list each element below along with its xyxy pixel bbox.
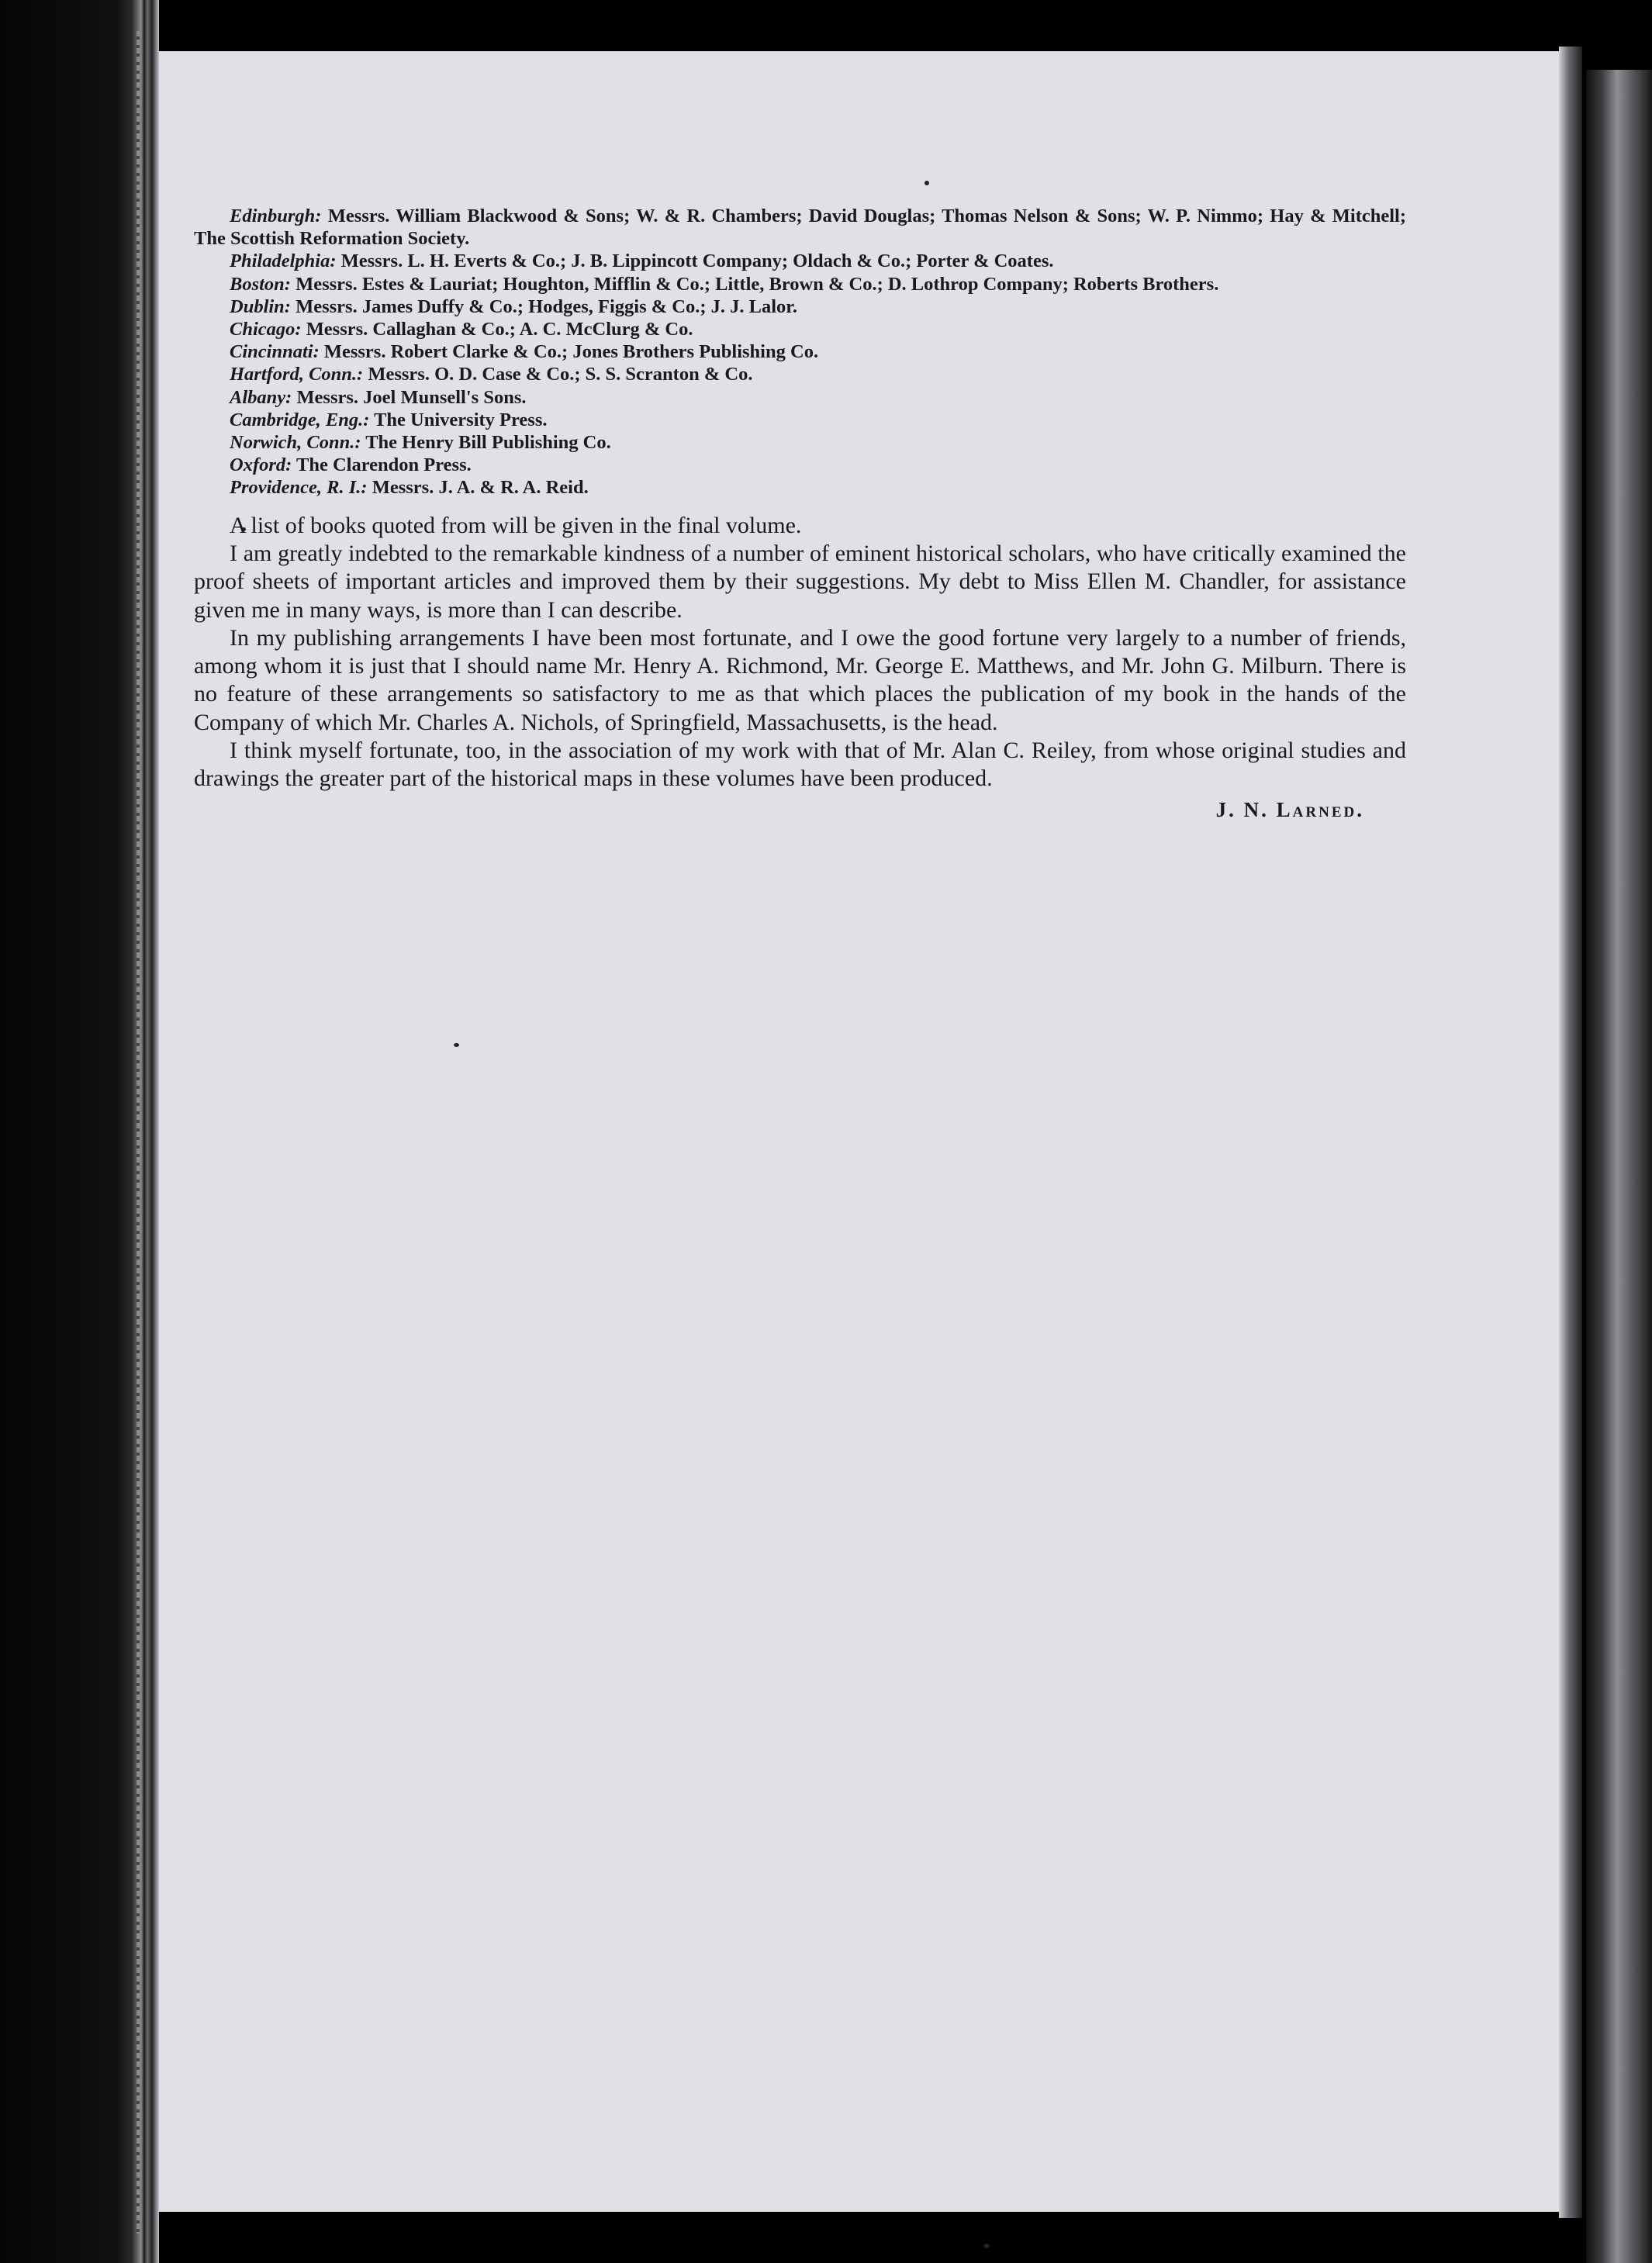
agents-list (194, 205, 1406, 499)
agent-entry (194, 386, 1406, 409)
agent-entry (194, 205, 1406, 250)
agent-entry (194, 454, 1406, 476)
agent-city: Oxford: (230, 454, 292, 476)
agent-city: Boston: (230, 273, 291, 295)
scan-binding-line (137, 31, 140, 2234)
agent-entry (194, 273, 1406, 295)
agent-city: Cambridge, Eng.: (230, 409, 370, 430)
ink-speck (983, 2244, 990, 2248)
paragraph: In my publishing arrangements I have been most fortunate, and I owe the good fortune very largely to a number of friends, among whom it is just that I should name Mr. Henry A. Richmond, Mr. George E. Matthews, and Mr. John G. Milburn. There is no feature of these arrangements so satisfactory to me as that which places the publication of my book in the hands of the Company of which Mr. Charles A. Nichols, of Springfield, Massachusetts, is the head. (194, 624, 1406, 735)
agent-names: The Clarendon Press. (295, 454, 472, 476)
agent-names: Messrs. Callaghan & Co.; A. C. McClurg & Co. (306, 319, 693, 340)
agent-city: Chicago: (230, 319, 302, 340)
paragraph: I think myself fortunate, too, in the association of my work with that of Mr. Alan C. Reiley, from whose original studies and drawings the greater part of the historical maps in these volumes have been produced. (194, 738, 1406, 792)
agent-names: Messrs. O. D. Case & Co.; S. S. Scranton & Co. (368, 364, 753, 385)
agent-city: Norwich, Conn.: (230, 432, 361, 454)
agent-entry (194, 409, 1406, 431)
paragraph: I am greatly indebted to the remarkable kindness of a number of eminent historical scholars, who have critically examined the proof sheets of important articles and improved them by their suggestions. My debt to Miss Ellen M. Chandler, for assistance given me in many ways, is more than I can describe. (194, 540, 1406, 623)
agent-city: Albany: (230, 386, 292, 408)
agent-entry (194, 340, 1406, 363)
agent-names: Messrs. Robert Clarke & Co.; Jones Brothers Publishing Co. (323, 341, 819, 363)
agent-city: Philadelphia: (230, 250, 337, 272)
scan-binding-edge (0, 0, 159, 2263)
scan-right-shadow (1559, 47, 1582, 2218)
agent-entry (194, 431, 1406, 454)
paragraph: A list of books quoted from will be given in the final volume. (230, 512, 802, 538)
agent-entry (194, 363, 1406, 385)
agent-city: Providence, R. I.: (230, 477, 368, 499)
agent-names: The Henry Bill Publishing Co. (365, 432, 611, 454)
agent-city: Cincinnati: (230, 341, 320, 363)
agent-entry (194, 250, 1406, 272)
ink-speck (924, 181, 929, 185)
agent-city: Hartford, Conn.: (230, 364, 364, 385)
agent-names: Messrs. Estes & Lauriat; Houghton, Mifflin & Co.; Little, Brown & Co.; D. Lothrop Company; Roberts Brothers. (295, 273, 1219, 295)
preface-body (194, 512, 1406, 824)
agent-entry (194, 476, 1406, 499)
agent-entry (194, 318, 1406, 340)
agent-names: Messrs. William Blackwood & Sons; W. & R. Chambers; David Douglas; Thomas Nelson & Sons; W. P. Nimmo; Hay & Mitchell; The Scottish Reformation Society. (194, 206, 1407, 250)
agent-city: Dublin: (230, 295, 291, 317)
agent-city: Edinburgh: (230, 206, 322, 226)
agent-names: Messrs. L. H. Everts & Co.; J. B. Lippincott Company; Oldach & Co.; Porter & Coates. (340, 250, 1054, 272)
agent-names: Messrs. Joel Munsell's Sons. (296, 386, 527, 408)
agent-names: Messrs. J. A. & R. A. Reid. (372, 477, 589, 499)
agent-entry (194, 295, 1406, 318)
ink-speck (454, 1043, 459, 1047)
scan-right-edge (1586, 70, 1652, 2263)
agent-names: The University Press. (374, 409, 548, 430)
page-content (194, 205, 1406, 824)
signature: J. N. Larned. (1215, 797, 1364, 821)
agent-names: Messrs. James Duffy & Co.; Hodges, Figgis & Co.; J. J. Lalor. (295, 295, 798, 317)
